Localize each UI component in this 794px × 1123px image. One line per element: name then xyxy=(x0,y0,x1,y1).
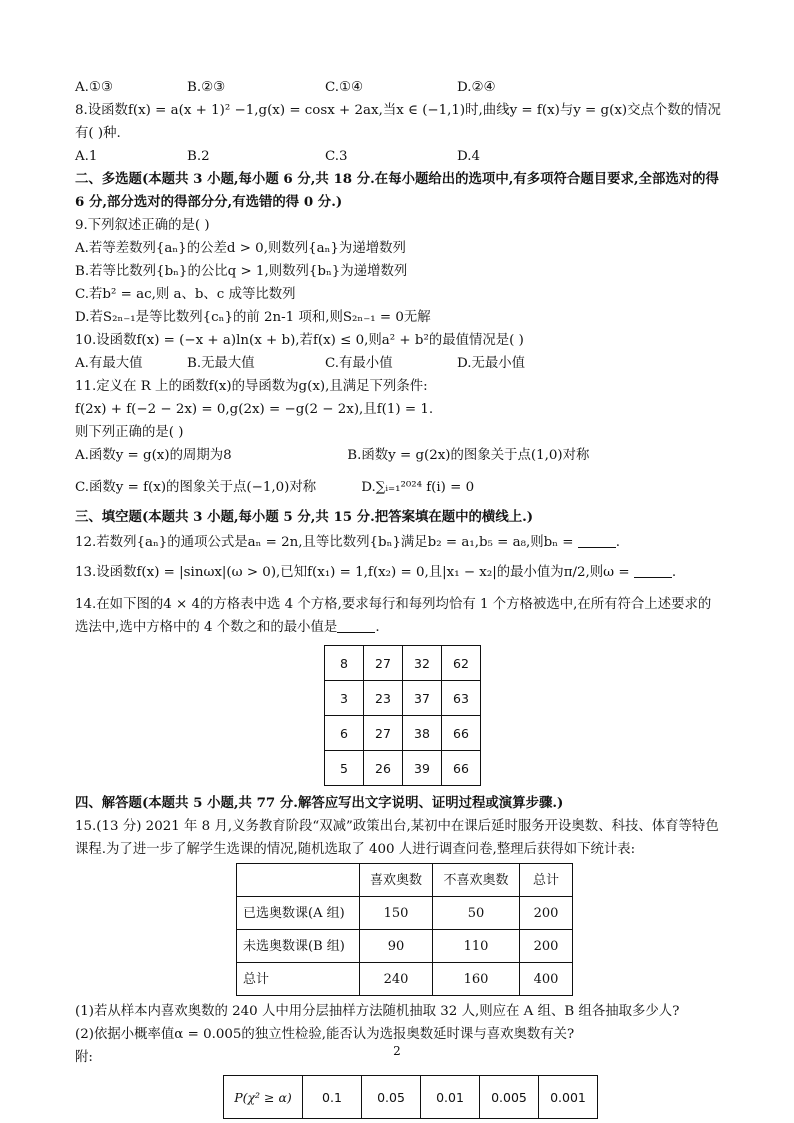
q11-condition: f(2x) + f(−2 − 2x) = 0,g(2x) = −g(2 − 2x),且f(1) = 1. xyxy=(75,402,434,417)
q15-part2: (2)依据小概率值α = 0.005的独立性检验,能否认为选报奥数延时课与喜欢奥数有关? xyxy=(75,1027,575,1042)
grid-cell: 37 xyxy=(403,681,442,716)
q11-option-d: D.∑ᵢ₌₁²⁰²⁴ f(i) = 0 xyxy=(361,480,475,495)
table-cell: 90 xyxy=(360,930,433,963)
q11-ask: 则下列正确的是( ) xyxy=(75,425,184,440)
table-cell: 200 xyxy=(520,897,573,930)
q8-option-c: C.3 xyxy=(325,149,348,164)
table-header-cell: 喜欢奥数 xyxy=(360,864,433,897)
p-value-cell: 0.1 xyxy=(303,1076,362,1119)
q8-option-d: D.4 xyxy=(457,149,481,164)
section3-header: 三、填空题(本题共 3 小题,每小题 5 分,共 15 分.把答案填在题中的横线上.) xyxy=(75,509,534,525)
q10-options xyxy=(75,352,725,375)
q8-stem-cont: 有( )种. xyxy=(75,126,121,141)
p-label-cell: P(χ² ≥ α) xyxy=(224,1076,303,1119)
q8-stem: 8.设函数f(x) = a(x + 1)² −1,g(x) = cosx + 2ax,当x ∈ (−1,1)时,曲线y = f(x)与y = g(x)交点个数的情况 xyxy=(75,103,721,118)
q7-option-c: C.①④ xyxy=(325,80,364,95)
table-row xyxy=(237,963,573,996)
q12-end: . xyxy=(615,535,620,550)
table-header-cell: 总计 xyxy=(520,864,573,897)
table-cell: 50 xyxy=(433,897,520,930)
grid-cell: 26 xyxy=(364,751,403,786)
table-cell: 150 xyxy=(360,897,433,930)
grid-cell: 3 xyxy=(325,681,364,716)
table-header-row xyxy=(237,864,573,897)
q13-answer-blank xyxy=(634,562,672,578)
grid-row xyxy=(325,751,481,786)
q12 xyxy=(75,529,725,557)
q7-option-a: A.①③ xyxy=(75,80,113,95)
chi-square-critical-table xyxy=(223,1075,598,1119)
grid-cell: 62 xyxy=(442,646,481,681)
q15-intro-cont: 课程.为了进一步了解学生选课的情况,随机选取了 400 人进行调查问卷,整理后获得如下统计表: xyxy=(75,842,636,857)
grid-cell: 66 xyxy=(442,716,481,751)
q14-number-grid xyxy=(324,645,481,786)
table-cell: 200 xyxy=(520,930,573,963)
q9-option-a: A.若等差数列{aₙ}的公差d > 0,则数列{aₙ}为递增数列 xyxy=(75,241,406,256)
q15-intro: 15.(13 分) 2021 年 8 月,义务教育阶段“双减”政策出台,某初中在课后延时服务开设奥数、科技、体育等特色 xyxy=(75,819,719,834)
q13 xyxy=(75,557,725,589)
q10-option-b: B.无最大值 xyxy=(187,356,255,371)
table-cell: 400 xyxy=(520,963,573,996)
q11-option-b: B.函数y = g(2x)的图象关于点(1,0)对称 xyxy=(347,448,590,463)
q12-answer-blank xyxy=(578,532,616,548)
q14-text: 14.在如下图的4 × 4的方格表中选 4 个方格,要求每行和每列均恰有 1 个方格被选中,在所有符合上述要求的 xyxy=(75,597,712,612)
grid-cell: 66 xyxy=(442,751,481,786)
q12-text: 12.若数列{aₙ}的通项公式是aₙ = 2n,且等比数列{bₙ}满足b₂ = a₁,b₅ = a₈,则bₙ = xyxy=(75,535,574,550)
q8-options xyxy=(75,145,725,168)
grid-cell: 5 xyxy=(325,751,364,786)
grid-cell: 32 xyxy=(403,646,442,681)
q9-option-b: B.若等比数列{bₙ}的公比q > 1,则数列{bₙ}为递增数列 xyxy=(75,264,408,279)
table-header-cell xyxy=(237,864,360,897)
q11-stem: 11.定义在 R 上的函数f(x)的导函数为g(x),且满足下列条件: xyxy=(75,379,428,394)
q13-end: . xyxy=(671,565,677,580)
q9-option-c: C.若b² = ac,则 a、b、c 成等比数列 xyxy=(75,287,296,302)
q10-option-c: C.有最小值 xyxy=(325,356,393,371)
q13-text: 13.设函数f(x) = |sinωx|(ω > 0),已知f(x₁) = 1,f(x₂) = 0,且|x₁ − x₂|的最小值为π/2,则ω = xyxy=(75,565,630,580)
q15-appendix: 附: xyxy=(75,1050,93,1065)
q14-answer-blank xyxy=(337,617,375,633)
q7-option-d: D.②④ xyxy=(457,80,496,95)
section4-header: 四、解答题(本题共 5 小题,共 77 分.解答应写出文字说明、证明过程或演算步骤.) xyxy=(75,795,564,811)
q9-stem: 9.下列叙述正确的是( ) xyxy=(75,218,210,233)
q15-stat-table xyxy=(236,863,573,996)
table-cell: 110 xyxy=(433,930,520,963)
grid-cell: 39 xyxy=(403,751,442,786)
grid-cell: 8 xyxy=(325,646,364,681)
table-header-cell: 不喜欢奥数 xyxy=(433,864,520,897)
q7-options xyxy=(75,76,725,99)
p-value-cell: 0.005 xyxy=(480,1076,539,1119)
section2-header-cont: 6 分,部分选对的得部分分,有选错的得 0 分.) xyxy=(75,194,343,210)
table-cell: 未选奥数课(B 组) xyxy=(237,930,360,963)
q11-options-cd xyxy=(75,471,725,504)
exam-page xyxy=(75,76,725,1119)
table-row xyxy=(237,897,573,930)
p-value-cell: 0.05 xyxy=(362,1076,421,1119)
q8-option-b: B.2 xyxy=(187,149,210,164)
table-row xyxy=(237,930,573,963)
table-row xyxy=(224,1076,598,1119)
grid-cell: 27 xyxy=(364,646,403,681)
grid-cell: 38 xyxy=(403,716,442,751)
table-cell: 总计 xyxy=(237,963,360,996)
q11-option-a: A.函数y = g(x)的周期为8 xyxy=(75,448,232,463)
section2-header: 二、多选题(本题共 3 小题,每小题 6 分,共 18 分.在每小题给出的选项中,有多项符合题目要求,全部选对的得 xyxy=(75,171,719,187)
q9-option-d: D.若S₂ₙ₋₁是等比数列{cₙ}的前 2n-1 项和,则S₂ₙ₋₁ = 0无解 xyxy=(75,310,431,325)
grid-cell: 27 xyxy=(364,716,403,751)
q10-option-a: A.有最大值 xyxy=(75,356,143,371)
grid-row xyxy=(325,646,481,681)
q8-option-a: A.1 xyxy=(75,149,98,164)
q10-option-d: D.无最小值 xyxy=(457,356,526,371)
q11-options-ab xyxy=(75,444,725,471)
grid-cell: 6 xyxy=(325,716,364,751)
p-value-cell: 0.001 xyxy=(539,1076,598,1119)
q14-text-cont: 选法中,选中方格中的 4 个数之和的最小值是 xyxy=(75,620,338,635)
q7-option-b: B.②③ xyxy=(187,80,226,95)
q11-option-c: C.函数y = f(x)的图象关于点(−1,0)对称 xyxy=(75,480,317,495)
grid-row xyxy=(325,716,481,751)
q15-part1: (1)若从样本内喜欢奥数的 240 人中用分层抽样方法随机抽取 32 人,则应在 A 组、B 组各抽取多少人? xyxy=(75,1004,680,1019)
table-cell: 240 xyxy=(360,963,433,996)
page-number: 2 xyxy=(393,1044,401,1058)
grid-row xyxy=(325,681,481,716)
q10-stem: 10.设函数f(x) = (−x + a)ln(x + b),若f(x) ≤ 0,则a² + b²的最值情况是( ) xyxy=(75,333,524,348)
table-cell: 已选奥数课(A 组) xyxy=(237,897,360,930)
q14-text-cont-line xyxy=(75,616,725,639)
grid-cell: 63 xyxy=(442,681,481,716)
q14-end: . xyxy=(375,620,380,635)
table-cell: 160 xyxy=(433,963,520,996)
p-value-cell: 0.01 xyxy=(421,1076,480,1119)
grid-cell: 23 xyxy=(364,681,403,716)
